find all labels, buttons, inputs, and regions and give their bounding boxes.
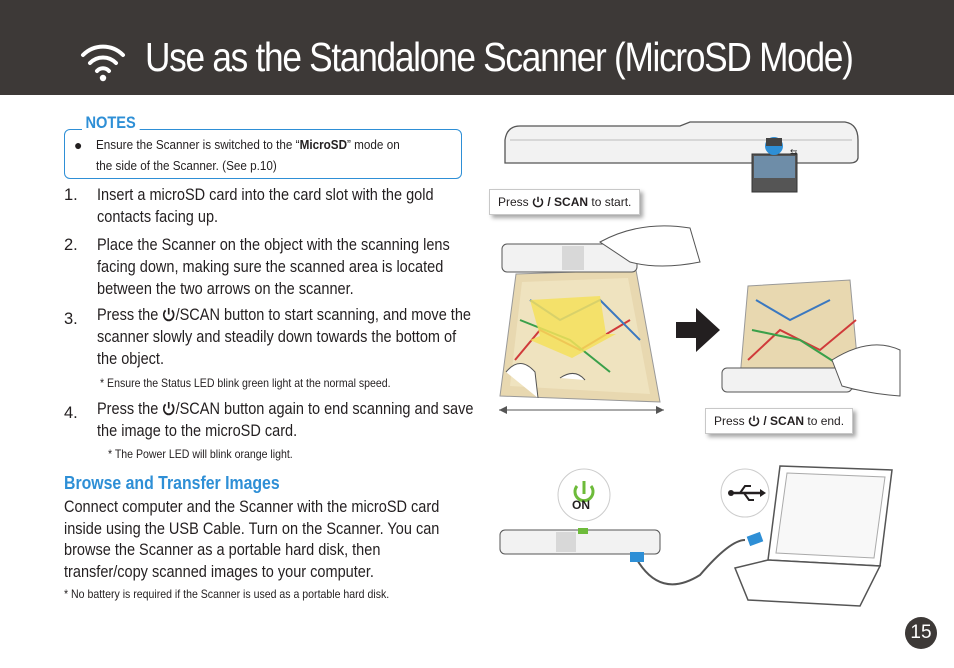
map-scan-end-illustration: [722, 280, 900, 396]
right-arrow-icon: [676, 308, 720, 352]
map-scan-illustration: [499, 226, 700, 414]
notes-text: Ensure the Scanner is switched to the “MicroSD” mode on the side of the Scanner. (See p.10): [96, 137, 400, 173]
browse-text: Connect computer and the Scanner with the microSD card inside using the USB Cable. Turn on the Scanner. You can browse the Scanner as a portable hard disk, then transfer/copy scanned images to your computer.: [64, 498, 440, 581]
notes-label: NOTES: [82, 113, 139, 133]
callout-end: Press / SCAN to end.: [705, 408, 853, 434]
callout-start: Press / SCAN to start.: [489, 189, 640, 215]
browse-heading: Browse and Transfer Images: [64, 473, 280, 493]
page-number: 15: [905, 617, 937, 649]
step-4-note: * The Power LED will blink orange light.: [108, 447, 293, 461]
on-indicator: [558, 469, 610, 521]
scanner-side-view: [505, 122, 858, 192]
browse-footnote: * No battery is required if the Scanner is used as a portable hard disk.: [64, 587, 390, 601]
page-title: Use as the Standalone Scanner (MicroSD Mode): [145, 34, 853, 80]
power-icon: [532, 196, 544, 208]
on-label: ON: [572, 498, 590, 512]
step-3-note: * Ensure the Status LED blink green light at the normal speed.: [100, 376, 391, 390]
svg-text:⇆: ⇆: [790, 148, 798, 158]
power-icon: [748, 415, 760, 427]
usb-icon: [721, 469, 769, 517]
bullet-dot: ●: [74, 137, 83, 153]
